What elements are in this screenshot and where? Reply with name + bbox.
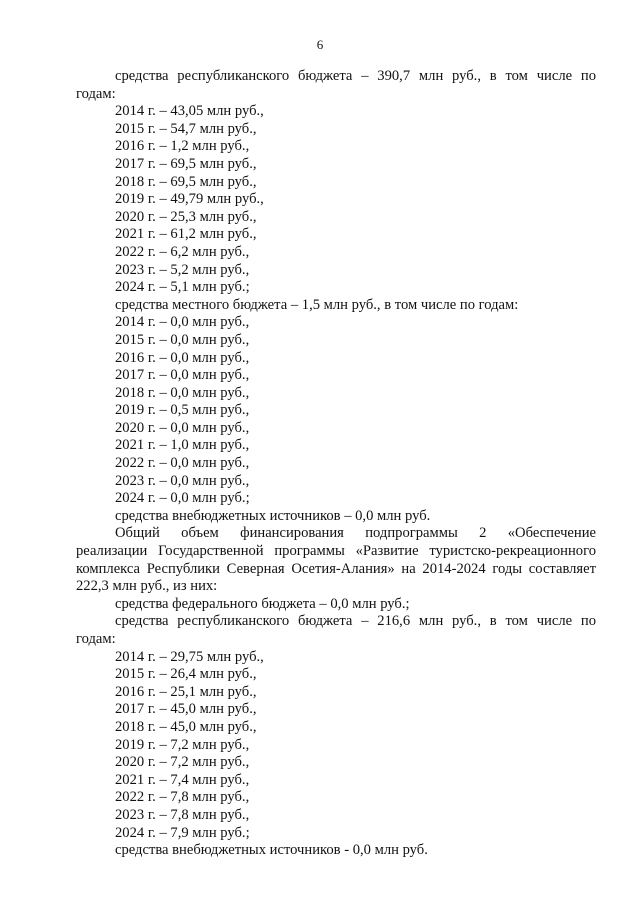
year-item: 2015 г. – 26,4 млн руб., [115,666,257,683]
paragraph-line: комплекса Республики Северная Осетия-Алания» на 2014-2024 годы составляет [76,560,596,577]
page-content [76,68,596,860]
year-item: 2017 г. – 0,0 млн руб., [115,367,250,384]
section3-year-list [76,649,596,843]
year-item: 2016 г. – 25,1 млн руб., [115,683,257,700]
paragraph-line: Общий объем финансирования подпрограммы 2 «Обеспечение [115,525,596,542]
year-item: 2019 г. – 0,5 млн руб., [115,402,250,419]
year-item: 2023 г. – 7,8 млн руб., [115,806,250,823]
year-item: 2022 г. – 6,2 млн руб., [115,243,250,260]
year-item: 2014 г. – 43,05 млн руб., [115,103,264,120]
year-item: 2021 г. – 1,0 млн руб., [115,437,250,454]
year-item: 2024 г. – 7,9 млн руб.; [115,824,250,841]
year-item: 2021 г. – 61,2 млн руб., [115,226,257,243]
year-item: 2018 г. – 0,0 млн руб., [115,384,250,401]
year-item: 2014 г. – 0,0 млн руб., [115,314,250,331]
year-item: 2015 г. – 54,7 млн руб., [115,120,257,137]
section2-extrabudget: средства внебюджетных источников – 0,0 млн руб. [115,507,431,524]
year-item: 2021 г. – 7,4 млн руб., [115,771,250,788]
year-item: 2024 г. – 5,1 млн руб.; [115,279,250,296]
year-item: 2017 г. – 69,5 млн руб., [115,155,257,172]
year-item: 2015 г. – 0,0 млн руб., [115,331,250,348]
year-item: 2016 г. – 1,2 млн руб., [115,138,250,155]
section1-intro-cont: годам: [76,85,116,102]
year-item: 2024 г. – 0,0 млн руб.; [115,490,250,507]
year-item: 2017 г. – 45,0 млн руб., [115,701,257,718]
year-item: 2023 г. – 5,2 млн руб., [115,261,250,278]
section3-intro: средства республиканского бюджета – 216,6 млн руб., в том числе по [115,613,596,630]
paragraph-line: 222,3 млн руб., из них: [76,578,218,595]
year-item: 2020 г. – 7,2 млн руб., [115,754,250,771]
section2-intro: средства местного бюджета – 1,5 млн руб., в том числе по годам: [115,296,519,313]
year-item: 2018 г. – 45,0 млн руб., [115,718,257,735]
year-item: 2020 г. – 25,3 млн руб., [115,208,257,225]
year-item: 2016 г. – 0,0 млн руб., [115,349,250,366]
section3-federal: средства федерального бюджета – 0,0 млн руб.; [115,595,410,612]
section3-extrabudget: средства внебюджетных источников - 0,0 млн руб. [115,842,428,859]
year-item: 2014 г. – 29,75 млн руб., [115,648,264,665]
year-item: 2022 г. – 7,8 млн руб., [115,789,250,806]
section1-intro: средства республиканского бюджета – 390,7 млн руб., в том числе по [115,68,596,84]
section2-year-list [76,314,596,508]
year-item: 2023 г. – 0,0 млн руб., [115,472,250,489]
year-item: 2019 г. – 49,79 млн руб., [115,191,264,208]
year-item: 2018 г. – 69,5 млн руб., [115,173,257,190]
paragraph-line: реализации Государственной программы «Развитие туристско-рекреационного [76,543,596,560]
section3-intro-cont: годам: [76,631,116,647]
year-item: 2020 г. – 0,0 млн руб., [115,419,250,436]
section1-year-list [76,103,596,297]
page-number: 6 [316,37,324,52]
year-item: 2022 г. – 0,0 млн руб., [115,455,250,472]
year-item: 2019 г. – 7,2 млн руб., [115,736,250,753]
